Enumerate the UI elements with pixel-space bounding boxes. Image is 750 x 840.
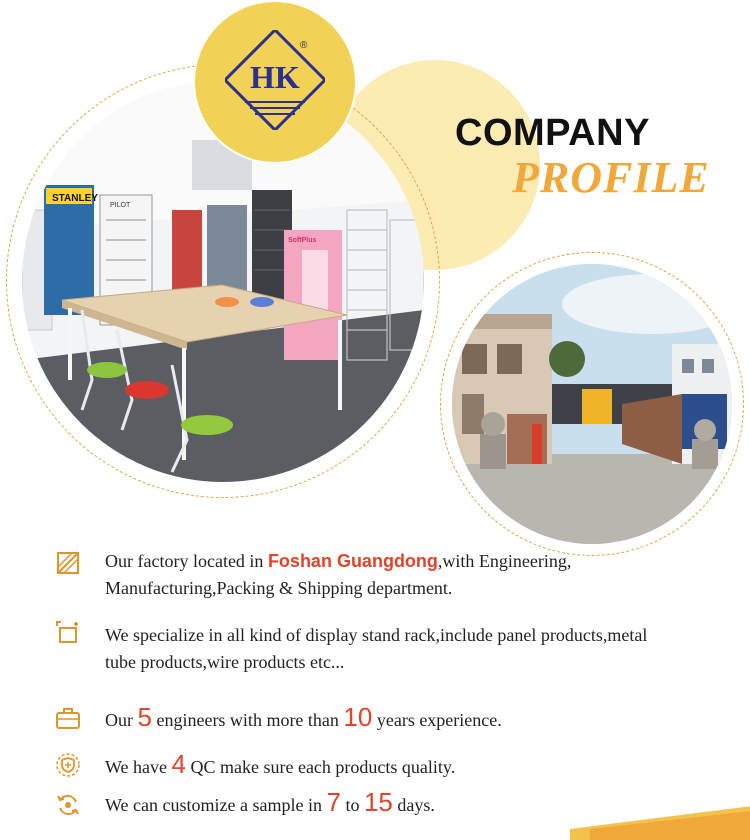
expand-icon (55, 620, 81, 646)
sign-softplus: SoftPlus (288, 237, 317, 244)
sample-days-min: 7 (326, 787, 341, 817)
feature-2-line1: We specialize in all kind of display stand rack,include panel products,metal (105, 625, 648, 645)
shield-check-icon (55, 752, 81, 778)
feature-1-highlight: Foshan Guangdong (267, 551, 438, 571)
heading-company: COMPANY (455, 112, 650, 154)
feature-4-t1: We have (105, 757, 172, 777)
feature-3-t2: engineers with more than (151, 710, 344, 730)
feature-3-t1: Our (105, 710, 138, 730)
feature-5-t2: to (340, 795, 364, 815)
svg-text:HK: HK (250, 59, 300, 95)
feature-5-t1: We can customize a sample in (105, 795, 327, 815)
drafting-icon (55, 550, 81, 576)
hk-logo-icon (225, 30, 325, 130)
feature-4-t2: QC make sure each products quality. (185, 757, 456, 777)
feature-2-line2: tube products,wire products etc... (105, 652, 345, 672)
feature-1-prefix: Our factory located in (105, 551, 268, 571)
feature-engineers (105, 704, 725, 734)
decorative-stripe (570, 800, 750, 840)
feature-5-t3: days. (392, 795, 435, 815)
experience-years: 10 (343, 702, 373, 732)
feature-specialization (105, 622, 725, 676)
feature-1-suffix: ,with Engineering, (437, 551, 572, 571)
qc-count: 4 (171, 749, 186, 779)
sign-pilot: PILOT (110, 202, 131, 209)
logo-badge (195, 2, 355, 162)
briefcase-icon (55, 706, 81, 732)
feature-qc (105, 751, 725, 781)
feature-3-t3: years experience. (372, 710, 502, 730)
sign-stanley: STANLEY (52, 193, 98, 204)
engineers-count: 5 (137, 702, 152, 732)
feature-1-line2: Manufacturing,Packing & Shipping department. (105, 578, 453, 598)
feature-factory-location (105, 548, 725, 602)
heading-profile: PROFILE (512, 153, 710, 202)
factory-photo (452, 264, 732, 544)
registered-mark: ® (300, 40, 308, 51)
refresh-icon (55, 792, 81, 818)
sample-days-max: 15 (363, 787, 393, 817)
